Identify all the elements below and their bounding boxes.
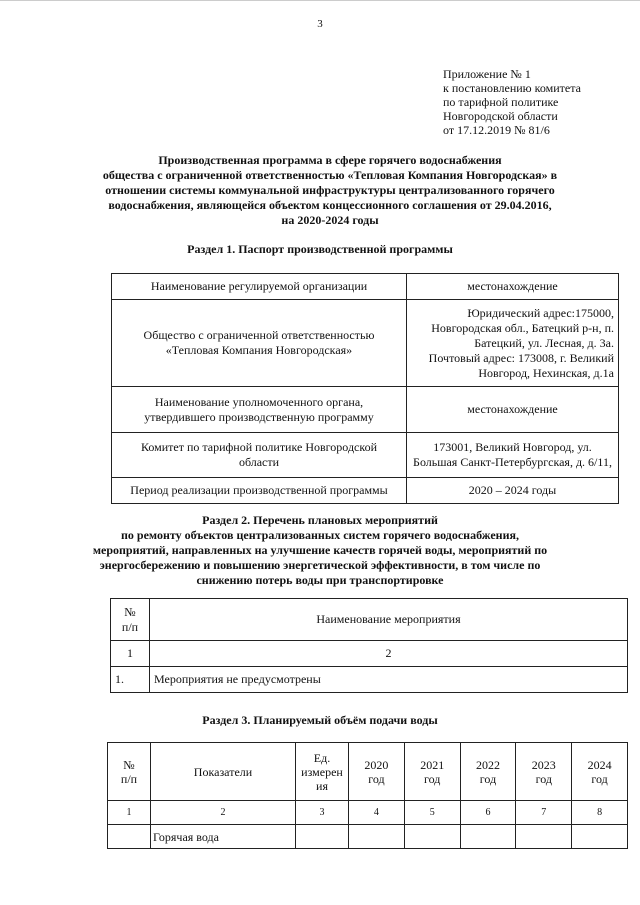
cell-text: Юридический адрес:175000, <box>467 305 614 320</box>
cell-text: Почтовый адрес: 173008, г. Великий <box>428 350 614 365</box>
table-cell <box>407 300 619 387</box>
cell-text: 2 <box>220 806 226 818</box>
cell-text: 2021 <box>420 757 445 772</box>
section1-heading-text: Раздел 1. Паспорт производственной программы <box>187 242 453 256</box>
cell-text: 2022 <box>475 757 500 772</box>
appendix-line: от 17.12.2019 № 81/6 <box>443 123 550 137</box>
section2-heading-line: по ремонту объектов централизованных систем горячего водоснабжения, <box>121 528 519 542</box>
table-cell <box>296 743 349 801</box>
section2-heading-line: Раздел 2. Перечень плановых мероприятий <box>202 513 438 527</box>
table-cell <box>112 300 407 387</box>
cell-text: области <box>238 455 280 469</box>
document-title <box>60 153 600 228</box>
table-cell <box>108 825 151 849</box>
cell-text: № <box>124 604 136 619</box>
cell-text: 2020 – 2024 годы <box>468 483 557 497</box>
cell-text: п/п <box>121 619 139 634</box>
appendix-line: Приложение № 1 <box>443 67 531 81</box>
cell-text: Большая Санкт-Петербургская, д. 6/11, <box>413 455 612 469</box>
table-row <box>112 274 619 300</box>
table-cell <box>112 478 407 504</box>
cell-text: ия <box>316 778 328 793</box>
cell-text: Наименование уполномоченного органа, <box>154 394 364 409</box>
section2-heading-line: снижению потерь воды при транспортировке <box>196 573 444 587</box>
table-cell <box>404 825 460 849</box>
cell-text: год <box>479 771 497 786</box>
table-row <box>111 667 628 693</box>
table-cell <box>296 801 349 825</box>
table-cell <box>150 667 628 693</box>
cell-text: местонахождение <box>467 279 558 293</box>
cell-text: Показатели <box>193 764 253 779</box>
cell-text: год <box>424 771 441 786</box>
cell-text: «Тепловая Компания Новгородская» <box>165 343 353 357</box>
table-cell <box>111 667 150 693</box>
water-supply-table <box>107 742 628 849</box>
section3-heading <box>0 713 640 728</box>
cell-text: 2024 <box>587 757 612 772</box>
table-row <box>112 300 619 387</box>
cell-text: 1 <box>126 806 132 818</box>
table-cell <box>112 387 407 433</box>
cell-text: местонахождение <box>467 402 558 416</box>
cell-text: Горячая вода <box>153 829 219 844</box>
cell-text: п/п <box>120 771 138 786</box>
table-cell <box>572 801 628 825</box>
table-cell <box>349 801 405 825</box>
table-cell <box>407 274 619 300</box>
appendix-line: Новгородской области <box>443 109 558 123</box>
cell-text: Комитет по тарифной политике Новгородской <box>140 440 378 454</box>
cell-text: 2 <box>385 646 392 660</box>
title-line: отношении системы коммунальной инфраструктуры централизованного горячего <box>105 183 555 197</box>
cell-text: 1. <box>115 672 124 686</box>
appendix-note <box>443 67 581 137</box>
cell-text: год <box>535 771 552 786</box>
table-cell <box>112 433 407 478</box>
cell-text: 2023 <box>531 757 556 772</box>
cell-text: год <box>591 771 608 786</box>
cell-text: год <box>368 771 385 786</box>
section2-heading <box>0 513 640 588</box>
passport-table <box>111 273 619 504</box>
cell-text: Батецкий, ул. Лесная, д. 3а. <box>474 335 614 350</box>
cell-text: 173001, Великий Новгород, ул. <box>433 440 592 454</box>
title-line: на 2020-2024 годы <box>281 213 379 227</box>
table-cell <box>111 599 150 641</box>
appendix-line: по тарифной политике <box>443 95 559 109</box>
cell-text: Наименование регулируемой организации <box>150 279 368 293</box>
cell-text: 3 <box>319 806 325 818</box>
cell-text: 5 <box>429 806 435 818</box>
scan-top-edge <box>0 0 640 1</box>
page-number: 3 <box>317 18 323 30</box>
table-row <box>112 478 619 504</box>
cell-text: Общество с ограниченной ответственностью <box>143 328 375 342</box>
cell-text: Период реализации производственной программы <box>130 483 388 497</box>
table-cell <box>460 801 516 825</box>
title-line: водоснабжения, являющейся объектом концессионного соглашения от 29.04.2016, <box>108 198 552 212</box>
cell-text: 1 <box>127 646 133 660</box>
table-cell <box>111 641 150 667</box>
table-row <box>112 433 619 478</box>
table-cell <box>349 743 405 801</box>
table-cell <box>151 743 296 801</box>
table-cell <box>151 825 296 849</box>
table-header-row <box>111 599 628 641</box>
table-cell <box>404 801 460 825</box>
table-row <box>111 641 628 667</box>
section2-heading-line: мероприятий, направленных на улучшение качеств горячей воды, мероприятий по <box>92 543 548 557</box>
section2-heading-line: энергосбережению и повышению энергетической эффективности, в том числе по <box>99 558 541 572</box>
table-cell <box>516 825 572 849</box>
table-cell <box>407 433 619 478</box>
table-cell <box>150 641 628 667</box>
table-cell <box>151 801 296 825</box>
cell-text: 8 <box>597 806 603 818</box>
table-cell <box>572 825 628 849</box>
title-line: Производственная программа в сфере горячего водоснабжения <box>158 153 502 167</box>
cell-text: утвердившего производственную программу <box>144 409 374 424</box>
table-cell <box>460 743 516 801</box>
table-cell <box>108 743 151 801</box>
table-cell <box>349 825 405 849</box>
table-cell <box>296 825 349 849</box>
table-cell <box>572 743 628 801</box>
table-cell <box>460 825 516 849</box>
table-cell <box>516 743 572 801</box>
cell-text: 6 <box>485 806 491 818</box>
table-cell <box>516 801 572 825</box>
table-cell <box>108 801 151 825</box>
cell-text: Новгородская обл., Батецкий р-н, п. <box>431 320 614 335</box>
table-row <box>112 387 619 433</box>
appendix-line: к постановлению комитета <box>443 81 581 95</box>
measures-table <box>110 598 628 693</box>
cell-text: 4 <box>373 806 379 818</box>
table-row <box>108 825 628 849</box>
title-line: общества с ограниченной ответственностью «Тепловая Компания Новгородская» в <box>102 168 558 182</box>
table-cell <box>407 478 619 504</box>
section3-heading-text: Раздел 3. Планируемый объём подачи воды <box>202 713 438 727</box>
cell-text: Наименование мероприятия <box>316 612 461 626</box>
table-cell <box>404 743 460 801</box>
table-cell <box>112 274 407 300</box>
cell-text: Новгород, Нехинская, д.1а <box>478 365 614 380</box>
cell-text: 7 <box>541 806 547 818</box>
table-row <box>108 801 628 825</box>
table-header-row <box>108 743 628 801</box>
table-cell <box>150 599 628 641</box>
cell-text: измерен <box>301 764 343 779</box>
cell-text: Ед. <box>313 750 331 765</box>
cell-text: № <box>123 757 135 772</box>
cell-text: 2020 <box>364 757 389 772</box>
table-cell <box>407 387 619 433</box>
section1-heading <box>0 242 640 257</box>
cell-text: Мероприятия не предусмотрены <box>154 672 321 686</box>
